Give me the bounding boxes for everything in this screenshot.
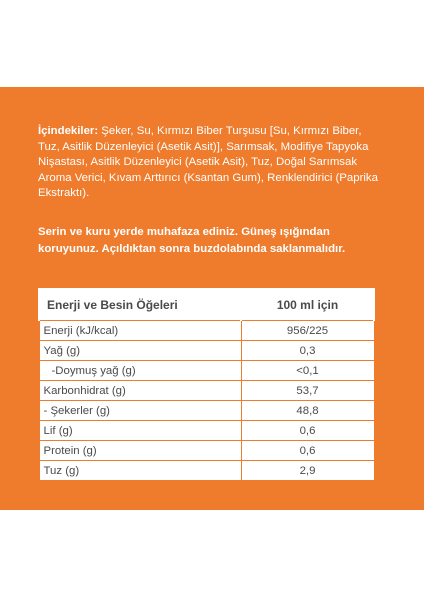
table-row xyxy=(39,341,374,361)
nutrient-value: 2,9 xyxy=(241,461,374,481)
nutrition-header-value: 100 ml için xyxy=(241,289,374,321)
table-row xyxy=(39,381,374,401)
nutrient-name: Protein (g) xyxy=(39,441,241,461)
table-row xyxy=(39,441,374,461)
nutrient-value: 53,7 xyxy=(241,381,374,401)
ingredients-label: İçindekiler: xyxy=(38,125,99,137)
nutrient-name: Karbonhidrat (g) xyxy=(39,381,241,401)
table-row xyxy=(39,461,374,481)
table-row xyxy=(39,321,374,341)
ingredients-text xyxy=(38,124,383,202)
nutrient-name: Lif (g) xyxy=(39,421,241,441)
nutrient-name: Yağ (g) xyxy=(39,341,241,361)
nutrient-name: - Şekerler (g) xyxy=(39,401,241,421)
nutrient-name: Enerji (kJ/kcal) xyxy=(39,321,241,341)
label-panel xyxy=(0,87,424,510)
nutrition-header-name: Enerji ve Besin Öğeleri xyxy=(39,289,241,321)
nutrient-value: 956/225 xyxy=(241,321,374,341)
ingredients-list: Şeker, Su, Kırmızı Biber Turşusu [Su, Kırmızı Biber, Tuz, Asitlik Düzenleyici (Asetik Asit)], Sarımsak, Modifiye Tapyoka Nişastası, Asitlik Düzenleyici (Asetik Asit), Tuz, Doğal Sarımsak Aroma Verici, Kıvam Arttırıcı (Ksantan Gum), Renklendirici (Paprika Ekstraktı). xyxy=(38,125,378,199)
table-row xyxy=(39,361,374,381)
nutrition-header-row xyxy=(39,289,374,321)
nutrition-table xyxy=(38,288,375,481)
nutrient-name: -Doymuş yağ (g) xyxy=(39,361,241,381)
nutrient-value: 48,8 xyxy=(241,401,374,421)
nutrient-name: Tuz (g) xyxy=(39,461,241,481)
storage-instructions: Serin ve kuru yerde muhafaza ediniz. Güneş ışığından koruyunuz. Açıldıktan sonra buzdolabında saklanmalıdır. xyxy=(38,226,346,255)
nutrient-value: 0,3 xyxy=(241,341,374,361)
nutrient-value: <0,1 xyxy=(241,361,374,381)
nutrient-value: 0,6 xyxy=(241,421,374,441)
table-row xyxy=(39,401,374,421)
table-row xyxy=(39,421,374,441)
nutrient-value: 0,6 xyxy=(241,441,374,461)
